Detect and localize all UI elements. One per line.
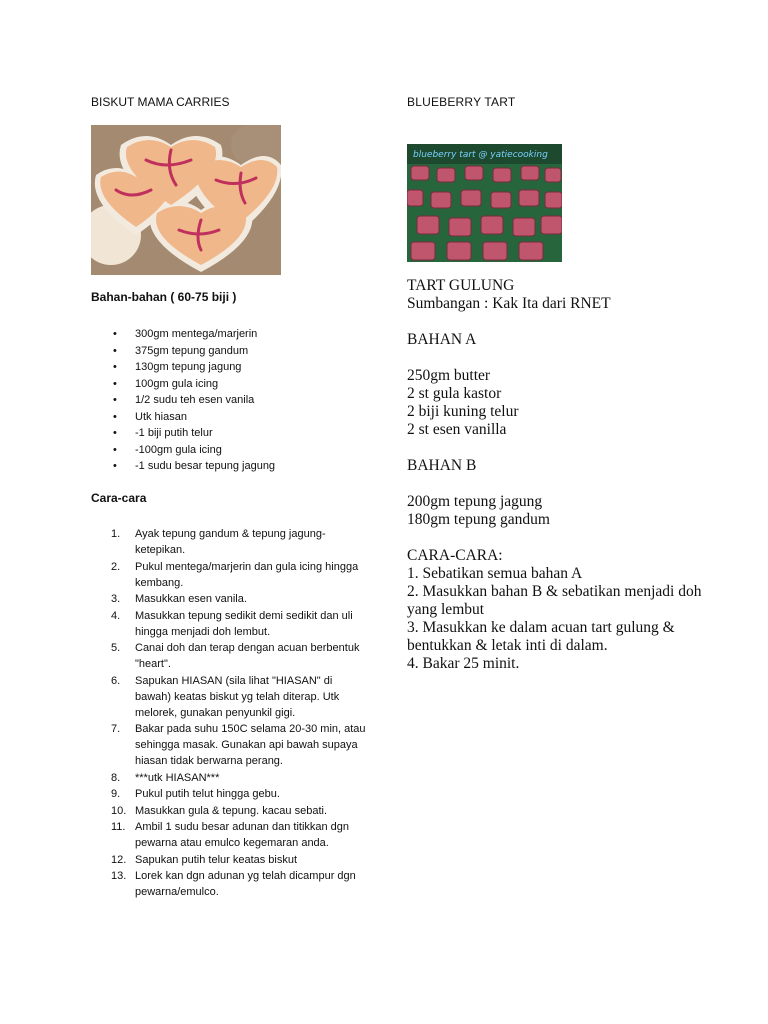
step-number: 7. [111,723,121,735]
method-steps [91,526,371,901]
list-item [91,852,371,868]
tart-gulung-recipe [407,277,707,673]
step-number: 2. [111,560,121,573]
tart-column [407,94,707,672]
step-number: 12. [111,853,127,866]
tart-image [407,144,562,262]
biskut-column [91,94,371,898]
heart-cookies-image [91,125,281,275]
tart-title: TART GULUNG [407,277,515,294]
method-heading: Cara-cara [91,491,147,505]
step-text: Masukkan tepung sedikit demi sedikit dan uli hingga menjadi doh lembut. [135,609,353,638]
list-item [91,803,371,819]
list-item [91,591,371,607]
step-text: Ayak tepung gandum & tepung jagung- ketepikan. [135,528,326,556]
list-item [91,526,371,558]
list-item: 200gm tepung jagung [407,493,543,510]
list-item: 2. Masukkan bahan B & sebatikan menjadi doh yang lembut [407,583,702,618]
list-item: 3. Masukkan ke dalam acuan tart gulung & bentukkan & letak inti di dalam. [407,619,675,654]
list-item [91,721,371,769]
list-item [91,770,371,786]
step-text: Masukkan gula & tepung. kacau sebati. [135,804,328,817]
step-text: Sapukan putih telur keatas biskut [135,853,298,866]
step-number: 6. [111,674,121,687]
list-item: 180gm tepung gandum [407,511,550,528]
step-text: ***utk HIASAN*** [135,771,220,784]
step-text: Sapukan HIASAN (sila lihat "HIASAN" di bawah) keatas biskut yg telah diterap. Utk melorek, gunakan penyunkil gigi. [135,674,340,719]
step-text: Ambil 1 sudu besar adunan dan titikkan dgn pewarna atau emulco kegemaran anda. [135,821,350,849]
list-item [91,673,371,721]
step-number: 8. [111,771,121,784]
list-item: • 130gm tepung jagung [91,359,371,376]
ingredients-list [91,326,371,475]
list-item: 2 biji kuning telur [407,403,519,420]
ingredients-heading: Bahan-bahan ( 60-75 biji ) [91,290,237,304]
bahan-a-heading: BAHAN A [407,331,477,348]
contributor: Sumbangan : Kak Ita dari RNET [407,295,611,312]
bahan-b-heading: BAHAN B [407,457,477,474]
step-text: Lorek kan dgn adunan yg telah dicampur dgn pewarna/emulco. [135,870,356,898]
recipe-title: BLUEBERRY TART [407,95,516,109]
list-item: • 375gm tepung gandum [91,343,371,360]
list-item: • 100gm gula icing [91,376,371,393]
list-item [91,608,371,640]
list-item [91,559,371,591]
step-number: 3. [111,593,121,605]
list-item [91,640,371,672]
list-item [91,819,371,851]
list-item: 4. Bakar 25 minit. [407,655,520,672]
step-text: Bakar pada suhu 150C selama 20-30 min, atau sehingga masak. Gunakan api bawah supaya hiasan tidak berwarna perang. [135,723,366,767]
list-item [91,786,371,802]
method-heading: CARA-CARA: [407,547,503,564]
photo-caption: blueberry tart @ yatiecooking [413,150,548,160]
list-item: • -1 biji putih telur [91,425,371,442]
biskut-photo [91,125,281,275]
step-text: Pukul mentega/marjerin dan gula icing hingga kembang. [135,560,359,589]
step-number: 11. [111,821,126,833]
list-item: • -1 sudu besar tepung jagung [91,458,371,475]
list-item [91,868,371,900]
list-item: • 1/2 sudu teh esen vanila [91,392,371,409]
list-item: • -100gm gula icing [91,442,371,459]
step-number: 10. [111,804,127,817]
step-text: Masukkan esen vanila. [135,593,247,605]
step-number: 5. [111,642,121,654]
blueberry-tart-photo [407,144,562,262]
step-number: 1. [111,528,121,540]
list-item: 2 st gula kastor [407,385,502,402]
recipe-title: BISKUT MAMA CARRIES [91,95,230,109]
list-item: 2 st esen vanilla [407,421,507,438]
step-text: Pukul putih telut hingga gebu. [135,788,280,800]
list-item: • 300gm mentega/marjerin [91,326,371,343]
list-item: 1. Sebatikan semua bahan A [407,565,583,582]
step-number: 4. [111,609,121,622]
list-item: 250gm butter [407,367,491,384]
list-item: • Utk hiasan [91,409,371,426]
step-number: 13. [111,870,127,882]
step-number: 9. [111,788,121,800]
step-text: Canai doh dan terap dengan acuan berbentuk "heart". [135,642,360,670]
